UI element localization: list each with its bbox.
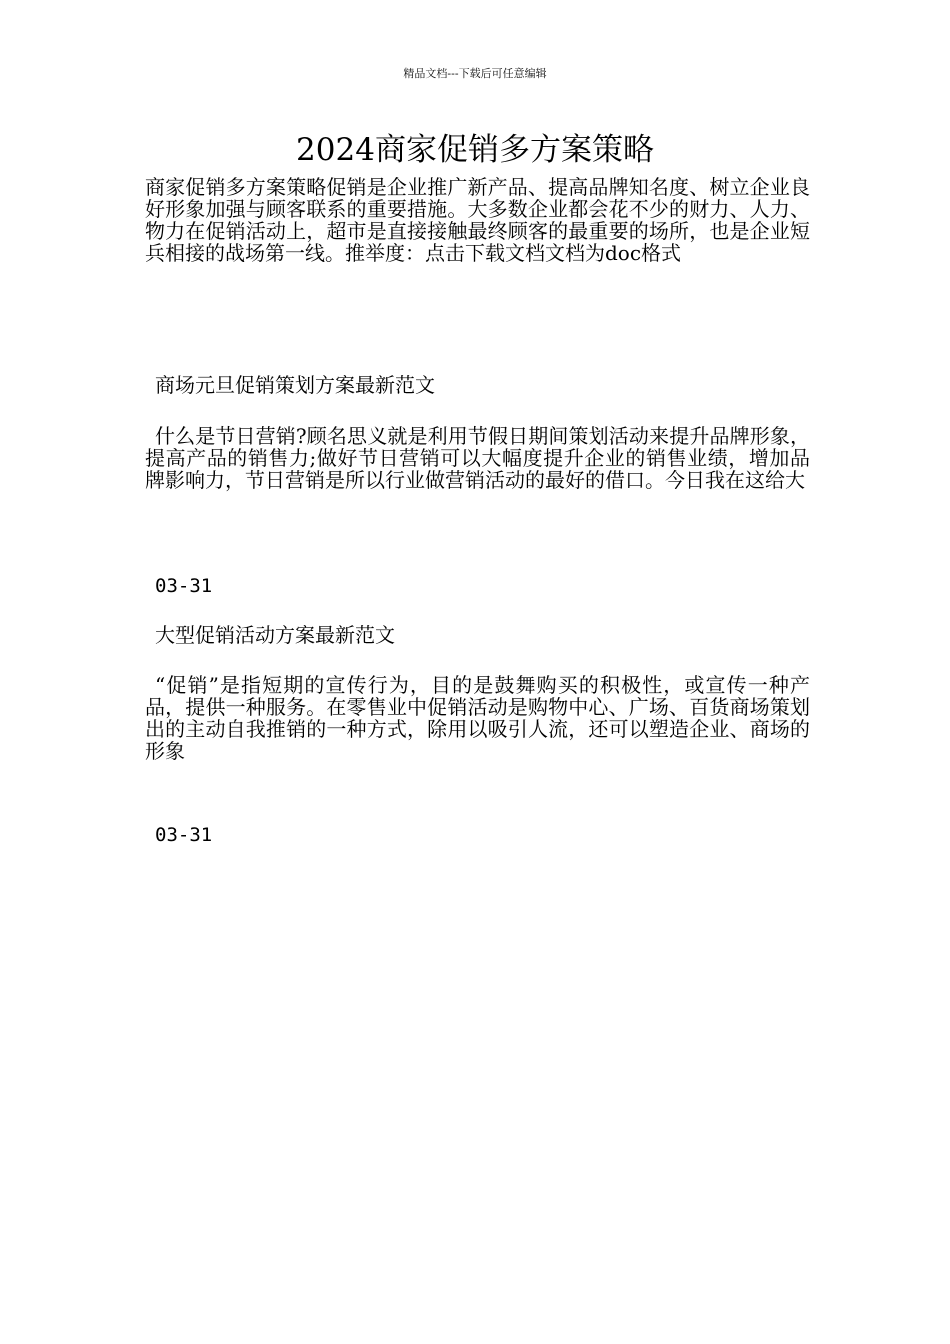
header-note: 精品文档---下载后可任意编辑 (403, 67, 547, 80)
article-date: 03-31 (155, 575, 213, 597)
article-heading: 商场元旦促销策划方案最新范文 (155, 373, 435, 397)
intro-paragraph: 商家促销多方案策略促销是企业推广新产品、提高品牌知名度、树立企业良好形象加强与顾客联系的重要措施。大多数企业都会花不少的财力、人力、物力在促销活动上，超市是直接接触最终顾客的最重要的场所，也是企业短兵相接的战场第一线。推举度：点击下载文档文档为doc格式 (145, 175, 810, 265)
article-summary: 什么是节日营销?顾名思义就是利用节假日期间策划活动来提升品牌形象，提高产品的销售力;做好节日营销可以大幅度提升企业的销售业绩，增加品牌影响力，节日营销是所以行业做营销活动的最好的借口。今日我在这给大 (145, 424, 810, 492)
article-summary: “促销”是指短期的宣传行为，目的是鼓舞购买的积极性，或宣传一种产品，提供一种服务。在零售业中促销活动是购物中心、广场、百货商场策划出的主动自我推销的一种方式，除用以吸引人流，还可以塑造企业、商场的形象 (145, 673, 810, 763)
document-title: 2024商家促销多方案策略 (296, 132, 654, 168)
article-date: 03-31 (155, 824, 213, 846)
article-heading: 大型促销活动方案最新范文 (155, 623, 395, 647)
